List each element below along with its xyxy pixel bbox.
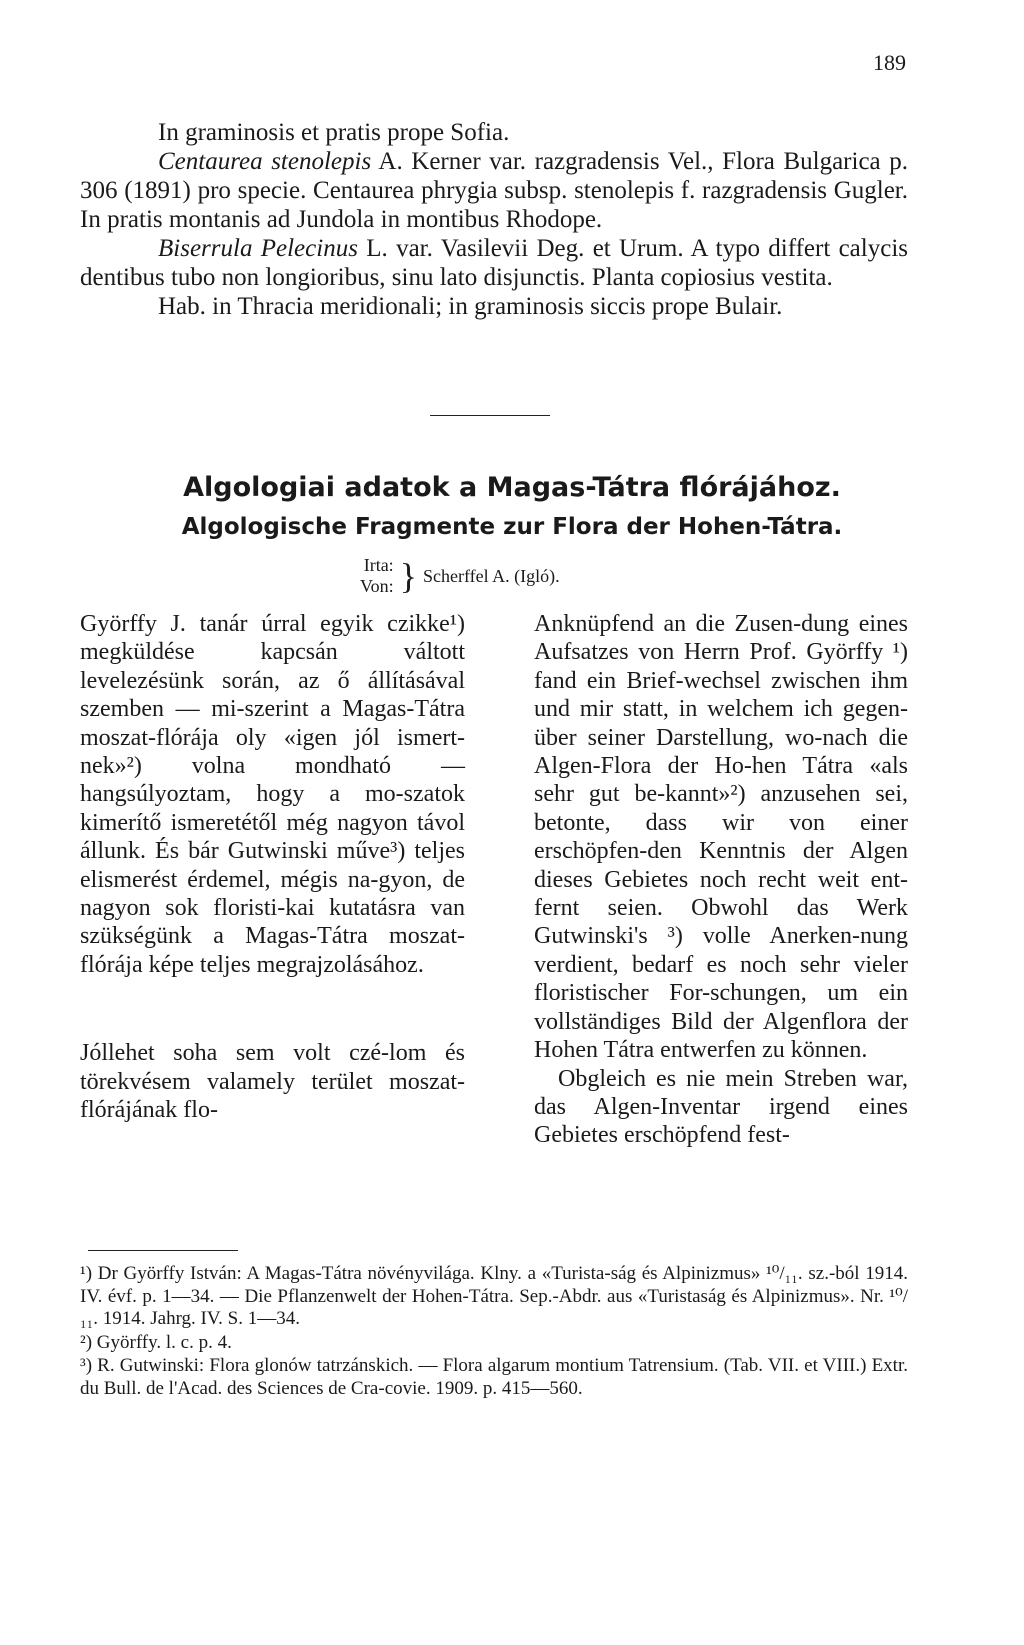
centaurea-species: Centaurea stenolepis xyxy=(158,148,372,175)
german-paragraph-2: Obgleich es nie mein Streben war, das Algen-Inventar irgend eines Gebietes erschöpfend fest- xyxy=(534,1065,908,1149)
botanical-notes xyxy=(80,118,908,321)
centaurea-entry xyxy=(80,147,908,234)
footnote-1: ¹) Dr Györffy István: A Magas-Tátra növényvilága. Klny. a «Turista-ság és Alpinizmus» ¹⁰/₁₁. sz.-ból 1914. IV. évf. p. 1—34. — Die Pflanzenwelt der Hohen-Tátra. Sep.-Abdr. aus «Turistaság és Alpinizmus». Nr. ¹⁰/₁₁. 1914. Jahrg. IV. S. 1—34. xyxy=(80,1263,908,1329)
biserrula-text: L. var. Vasilevii Deg. et Urum. A typo differt calycis dentibus tubo non longioribus, sinu lato disjunctis. Planta copiosius vestita. xyxy=(80,235,908,291)
brace-icon: } xyxy=(399,556,417,596)
section-divider xyxy=(430,415,550,416)
byline-label-hu: Irta: xyxy=(363,555,394,575)
footnote-3: ³) R. Gutwinski: Flora glonów tatrzánskich. — Flora algarum montium Tatrensium. (Tab. VII. et VIII.) Extr. du Bull. de l'Acad. des Sciences de Cra-covie. 1909. p. 415—560. xyxy=(80,1355,908,1399)
article-title-german: Algologische Fragmente zur Flora der Hohen-Tátra. xyxy=(181,514,843,540)
byline-labels xyxy=(360,555,394,597)
german-column xyxy=(534,610,908,1150)
hungarian-paragraph-1: Györffy J. tanár úrral egyik czikke¹) megküldése kapcsán váltott levelezésünk során, az ő állításával szemben — mi-szerint a Magas-Tátra moszat-flórája oly «igen jól ismert-nek»²) volna mondható — hangsúlyoztam, hogy a mo-szatok kimerítő ismeretétől még nagyon távol állunk. És bár Gutwinski műve³) teljes elismerést érdemel, mégis na-gyon, de nagyon sok floristi-kai kutatásra van szükségünk a Magas-Tátra moszat-flórája képe teljes megrajzolásához. xyxy=(80,611,465,978)
article-title-hungarian: Algologiai adatok a Magas-Tátra flórájához. xyxy=(183,472,841,503)
footnote-divider xyxy=(88,1250,238,1251)
german-paragraph-1: Anknüpfend an die Zusen-dung eines Aufsatzes von Herrn Prof. Györffy ¹) fand ein Brief-wechsel zwischen ihm und mir statt, in welchem ich gegen-über seiner Darstellung, wo-nach die Algen-Flora der Ho-hen Tátra «als sehr gut be-kannt»²) anzusehen sei, betonte, dass wir von einer erschöpfen-den Kenntnis der Algen dieses Gebietes noch recht weit ent-fernt seien. Obwohl das Werk Gutwinski's ³) volle Anerken-nung verdient, bedarf es noch sehr vieler floristischer For-schungen, um ein vollständiges Bild der Algenflora der Hohen Tátra entwerfen zu können. xyxy=(534,611,908,1064)
locality-line: In graminosis et pratis prope Sofia. xyxy=(158,119,510,146)
page-number: 189 xyxy=(873,50,906,75)
author-name: Scherffel A. (Igló). xyxy=(422,565,560,586)
byline xyxy=(360,555,560,597)
hungarian-column xyxy=(80,610,465,1125)
footnotes xyxy=(80,1263,908,1401)
hungarian-paragraph-2: Jóllehet soha sem volt czé-lom és törekvésem valamely terület moszat-flórájának flo- xyxy=(80,1040,465,1124)
biserrula-entry xyxy=(80,234,908,292)
centaurea-text: A. Kerner var. razgradensis Vel., Flora Bulgarica p. 306 (1891) pro specie. Centaurea phrygia subsp. stenolepis f. razgradensis Gugler. In pratis montanis ad Jundola in montibus Rhodope. xyxy=(80,148,908,233)
byline-label-de: Von: xyxy=(360,576,394,596)
habitat-line: Hab. in Thracia meridionali; in graminosis siccis prope Bulair. xyxy=(158,293,783,320)
footnote-2: ²) Györffy. l. c. p. 4. xyxy=(80,1331,232,1353)
biserrula-species: Biserrula Pelecinus xyxy=(158,235,358,262)
